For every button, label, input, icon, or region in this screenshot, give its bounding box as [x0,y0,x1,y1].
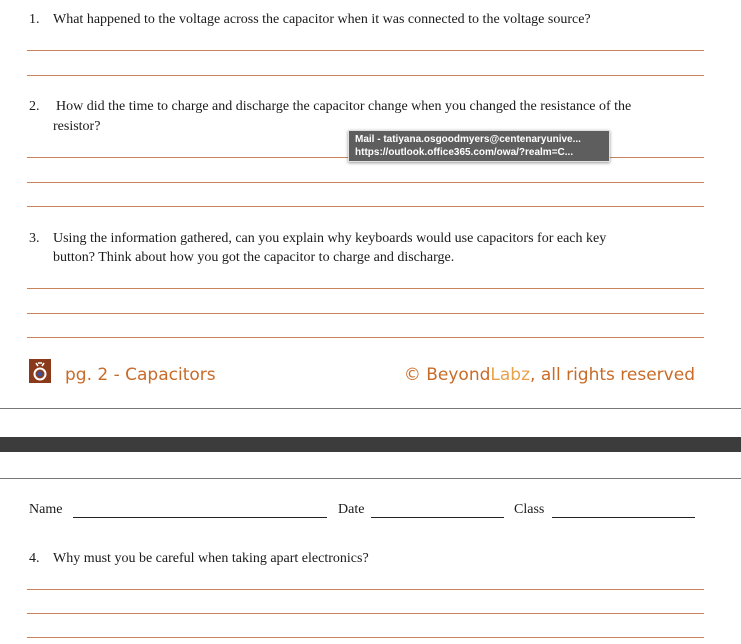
copyright-labz: Labz [490,365,531,385]
question-number: 3. [29,231,40,246]
tooltip-url: https://outlook.office365.com/owa/?realm=C... [355,147,574,158]
question-text: What happened to the voltage across the capacitor when it was connected to the voltage source? [53,12,591,27]
question-number: 4. [29,551,40,566]
answer-line[interactable] [27,50,704,51]
question-text-line1: Using the information gathered, can you explain why keyboards would use capacitors for each key [53,231,607,246]
date-field[interactable] [371,517,504,518]
answer-line[interactable] [27,75,704,76]
answer-line[interactable] [27,313,704,314]
answer-line[interactable] [27,182,704,183]
answer-line[interactable] [27,637,704,638]
class-label: Class [514,502,545,517]
copyright-suffix: , all rights reserved [530,365,695,385]
answer-line[interactable] [27,288,704,289]
name-label: Name [29,502,63,517]
answer-line[interactable] [27,337,704,338]
question-number: 1. [29,12,40,27]
name-field[interactable] [73,517,327,518]
question-text-line2: resistor? [53,119,101,134]
date-label: Date [338,502,365,517]
answer-line[interactable] [27,589,704,590]
question-text: Why must you be careful when taking apart electronics? [53,551,369,566]
answer-line[interactable] [27,613,704,614]
beyond-labz-logo-icon [29,359,51,383]
answer-line[interactable] [27,206,704,207]
footer-page-label: pg. 2 - Capacitors [65,365,216,385]
tooltip-title: Mail - tatiyana.osgoodmyers@centenaryunive... [355,134,581,145]
page-edge-line [0,478,741,479]
footer-copyright [404,365,695,385]
page-divider [0,437,741,452]
class-field[interactable] [552,517,695,518]
question-text-line1: How did the time to charge and discharge the capacitor change when you changed the resistance of the [56,99,632,114]
copyright-prefix: © Beyond [403,365,491,385]
question-text-line2: button? Think about how you got the capacitor to charge and discharge. [53,250,455,265]
browser-tab-tooltip [348,130,610,162]
question-number: 2. [29,99,40,114]
page-edge-line [0,408,741,409]
